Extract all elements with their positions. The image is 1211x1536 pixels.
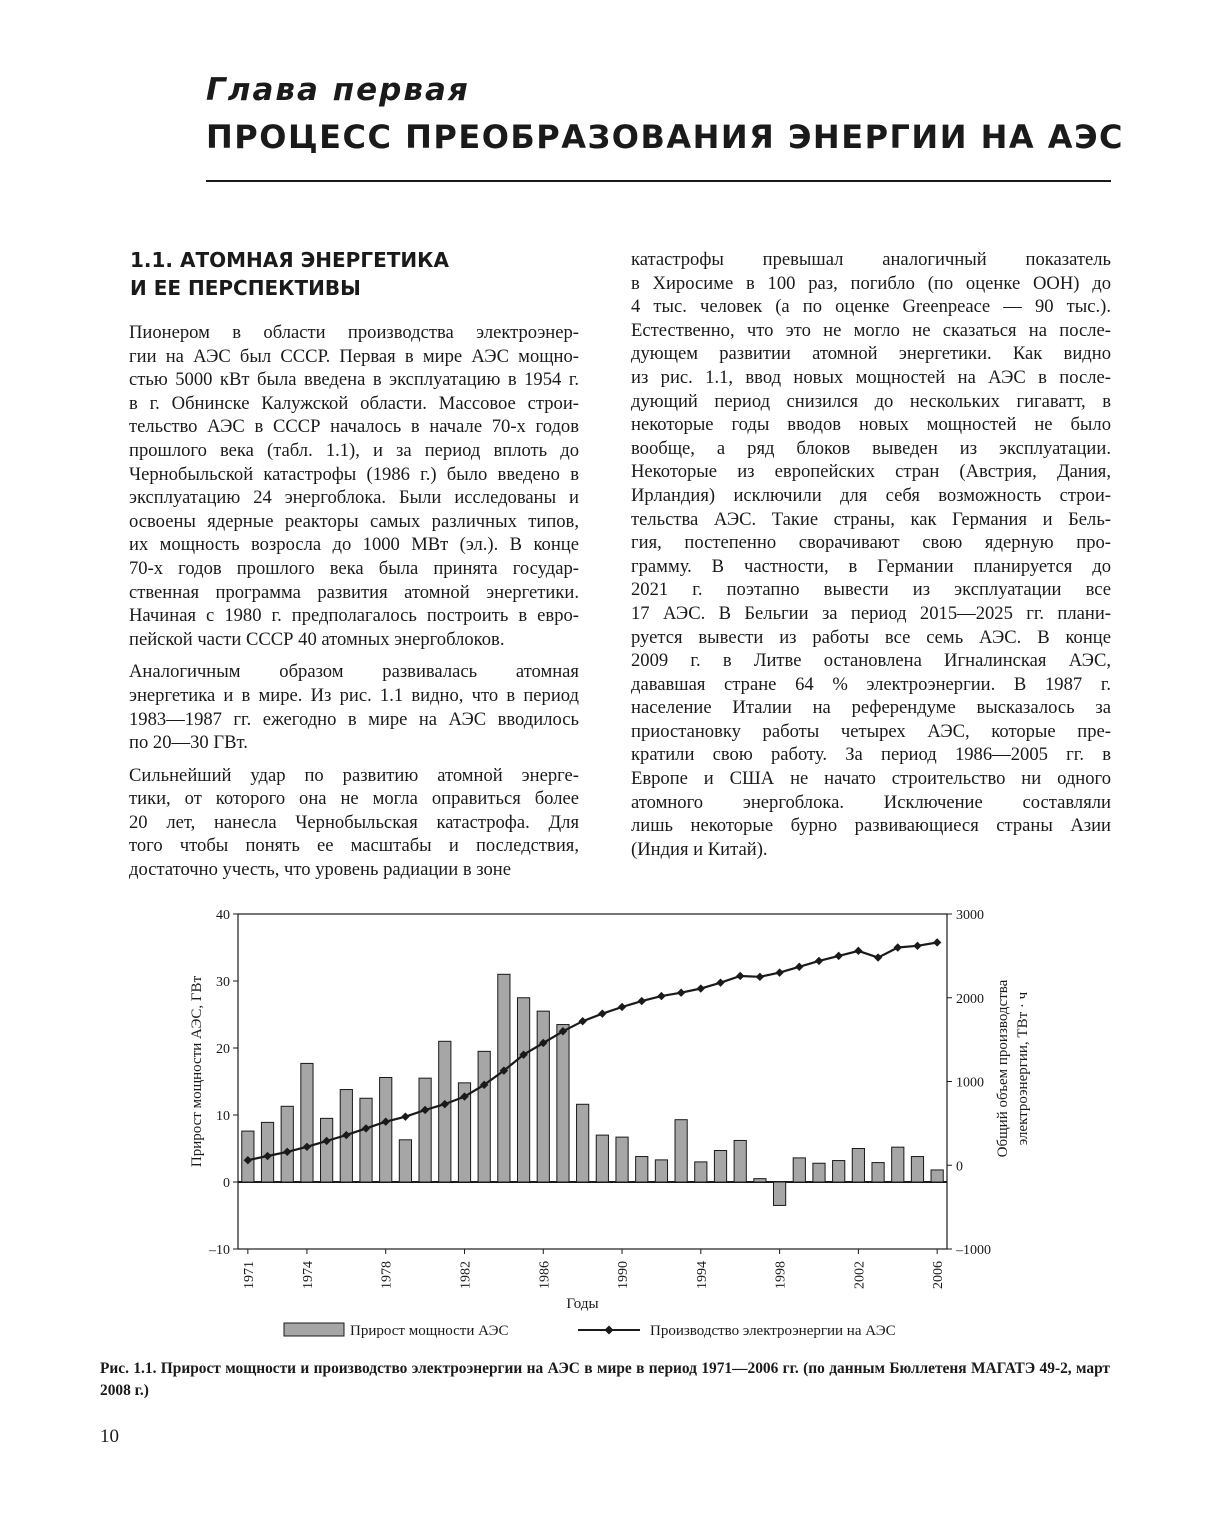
- text-line: приостановку работы четырех АЭС, которые пре-: [631, 720, 1111, 742]
- section-heading-line-2: И ЕЕ ПЕРСПЕКТИВЫ: [130, 276, 361, 300]
- bar-1991: [636, 1157, 648, 1182]
- y-right-tick-label: 0: [956, 1159, 963, 1175]
- point-2006: [933, 938, 941, 946]
- left-column: [100, 321, 579, 882]
- text-line: дующем развитии атомной энергетики. Как видно: [631, 343, 1111, 365]
- legend-line-label: Производство электроэнергии на АЭС: [650, 1323, 896, 1339]
- x-tick-label: 1990: [616, 1261, 632, 1289]
- text-line: руется вывести из работы все семь АЭС. В конце: [631, 626, 1111, 648]
- bar-1998: [773, 1182, 785, 1205]
- bar-1994: [695, 1162, 707, 1182]
- point-1998: [775, 968, 783, 976]
- text-line: дававшая стране 64 % электроэнергии. В 1987 г.: [631, 673, 1111, 695]
- point-1990: [618, 1003, 626, 1011]
- x-tick-label: 2002: [852, 1261, 868, 1289]
- text-line: 2021 г. поэтапно вывести из эксплуатации все: [631, 579, 1111, 601]
- text-line: их мощность возросла до 1000 МВт (эл.). В конце: [129, 534, 579, 556]
- point-1989: [598, 1009, 606, 1017]
- bar-1989: [596, 1135, 608, 1182]
- section-heading: [130, 246, 449, 302]
- text-line: Европе и США не начато строительство ни одного: [631, 768, 1111, 790]
- point-1993: [677, 989, 685, 997]
- x-tick-label: 1978: [379, 1261, 395, 1289]
- text-line: Естественно, что это не могло не сказаться на после-: [631, 319, 1111, 341]
- text-line: (Индия и Китай).: [631, 838, 768, 860]
- text-line: 70-х годов прошлого века была принята государ-: [129, 557, 579, 579]
- y-left-axis-title: Прирост мощности АЭС, ГВт: [189, 975, 205, 1168]
- text-line: энергетика и в мире. Из рис. 1.1 видно, что в период: [129, 684, 579, 706]
- text-line: в Хиросиме в 100 раз, погибло (по оценке ООН) до: [631, 272, 1111, 294]
- y-left-tick-label: 10: [216, 1109, 230, 1124]
- bar-1988: [577, 1104, 589, 1182]
- y-right-axis-title-line-2: электроэнергии, ТВт · ч: [1015, 991, 1031, 1146]
- point-1996: [736, 972, 744, 980]
- point-2004: [894, 943, 902, 951]
- chapter-label: Глава первая: [206, 72, 470, 108]
- text-line: гия, постепенно сворачивают свою ядерную про-: [631, 532, 1111, 554]
- point-1991: [638, 997, 646, 1005]
- bar-1993: [675, 1120, 687, 1182]
- y-right-tick-label: 3000: [956, 908, 984, 923]
- point-1994: [697, 984, 705, 992]
- y-right-tick-label: –1000: [956, 1243, 991, 1258]
- figure-1-1-chart: [180, 900, 1060, 1350]
- bar-1997: [754, 1179, 766, 1182]
- text-line: в г. Обнинске Калужской области. Массовое строи-: [129, 392, 579, 414]
- text-line: стью 5000 кВт была введена в эксплуатацию в 1954 г.: [129, 369, 579, 391]
- bar-1977: [360, 1098, 372, 1182]
- y-left-tick-label: 30: [216, 975, 230, 990]
- point-1992: [657, 992, 665, 1000]
- bar-2002: [852, 1149, 864, 1183]
- x-tick-label: 1986: [537, 1261, 553, 1289]
- x-tick-label: 1982: [458, 1261, 474, 1289]
- x-tick-label: 2006: [931, 1261, 947, 1289]
- legend-line-marker: [605, 1326, 614, 1335]
- text-line: того чтобы понять ее масштабы и последствия,: [129, 835, 579, 857]
- y-right-axis-title-line-1: Общий объем производства: [995, 979, 1011, 1158]
- text-line: освоены ядерные реакторы самых различных типов,: [129, 510, 579, 532]
- y-right-tick-label: 1000: [956, 1075, 984, 1091]
- paragraph: [100, 321, 579, 651]
- text-line: Чернобыльской катастрофы (1986 г.) было введено в: [129, 463, 579, 485]
- text-line: 20 лет, нанесла Чернобыльская катастрофа. Для: [129, 811, 579, 833]
- bar-1974: [301, 1063, 313, 1182]
- figure-caption: Рис. 1.1. Прирост мощности и производство электроэнергии на АЭС в мире в период 1971—2006 гг. (по данным Бюллетеня МАГАТЭ 49-2, март 2008 г.): [100, 1360, 1110, 1399]
- y-left-tick-label: 40: [216, 908, 230, 923]
- text-line: дующий период снизился до нескольких гигаватт, в: [631, 390, 1111, 412]
- page-number: 10: [100, 1426, 119, 1447]
- text-line: ственная программа развития атомной энергетики.: [129, 581, 579, 603]
- bar-1995: [714, 1151, 726, 1182]
- bar-1983: [478, 1051, 490, 1182]
- x-tick-label: 1998: [773, 1261, 789, 1289]
- bar-2001: [833, 1161, 845, 1182]
- text-line: Сильнейший удар по развитию атомной энерге-: [129, 764, 579, 786]
- bar-1986: [537, 1011, 549, 1182]
- y-left-tick-label: 0: [223, 1176, 230, 1191]
- text-line: тельство АЭС в СССР началось в начале 70-х годов: [129, 416, 579, 438]
- text-line: Пионером в области производства электроэнер-: [129, 322, 579, 343]
- bar-1980: [419, 1078, 431, 1182]
- bar-1979: [399, 1140, 411, 1182]
- x-tick-label: 1994: [694, 1261, 710, 1289]
- text-line: население Италии на референдуме высказалось за: [631, 697, 1111, 719]
- text-line: Начиная с 1980 г. предполагалось построить в евро-: [129, 605, 579, 627]
- text-line: катастрофы превышал аналогичный показатель: [631, 249, 1111, 270]
- point-1988: [578, 1017, 586, 1025]
- text-line: эксплуатацию 24 энергоблока. Были исследованы и: [129, 487, 579, 509]
- text-line: 2009 г. в Литве остановлена Игналинская АЭС,: [631, 650, 1111, 672]
- bar-1973: [281, 1106, 293, 1182]
- x-tick-label: 1971: [241, 1261, 257, 1289]
- point-2001: [834, 952, 842, 960]
- text-line: грамму. В частности, в Германии планируется до: [631, 555, 1111, 577]
- point-1995: [716, 978, 724, 986]
- x-axis-title: Годы: [566, 1296, 599, 1312]
- text-line: по 20—30 ГВт.: [129, 732, 248, 754]
- x-tick-label: 1974: [300, 1261, 316, 1289]
- point-1997: [756, 973, 764, 981]
- text-line: вообще, а ряд блоков выведен из эксплуатации.: [631, 437, 1111, 459]
- bar-2000: [813, 1163, 825, 1182]
- bar-2005: [911, 1157, 923, 1182]
- text-line: Некоторые из европейских стран (Австрия, Дания,: [631, 461, 1111, 483]
- paragraph: [100, 660, 579, 754]
- y-left-tick-label: –10: [209, 1243, 230, 1258]
- bar-2006: [931, 1170, 943, 1182]
- bar-1978: [380, 1077, 392, 1182]
- text-line: гии на АЭС был СССР. Первая в мире АЭС мощно-: [129, 345, 579, 367]
- text-line: из рис. 1.1, ввод новых мощностей на АЭС в после-: [631, 366, 1111, 388]
- text-line: 17 АЭС. В Бельгии за период 2015—2025 гг. плани-: [631, 602, 1111, 624]
- point-1999: [795, 963, 803, 971]
- point-1979: [401, 1112, 409, 1120]
- bar-1981: [439, 1041, 451, 1182]
- right-column: [631, 248, 1111, 861]
- text-line: Ирландия) исключили для себя возможность строи-: [631, 484, 1111, 506]
- text-line: тельства АЭС. Такие страны, как Германия и Бель-: [631, 508, 1111, 530]
- paragraph: [631, 248, 1111, 861]
- paragraph: [100, 764, 579, 882]
- bar-2004: [892, 1147, 904, 1182]
- bar-1996: [734, 1140, 746, 1182]
- bar-1984: [498, 974, 510, 1182]
- text-line: кратили свою работу. За период 1986—2005 гг. в: [631, 744, 1111, 766]
- section-heading-line-1: 1.1. АТОМНАЯ ЭНЕРГЕТИКА: [130, 248, 449, 272]
- point-2000: [815, 957, 823, 965]
- text-line: достаточно учесть, что уровень радиации в зоне: [129, 859, 512, 881]
- text-line: некоторые годы вводов новых мощностей не было: [631, 414, 1111, 436]
- bar-2003: [872, 1163, 884, 1182]
- text-line: Аналогичным образом развивалась атомная: [129, 661, 579, 683]
- bar-1999: [793, 1158, 805, 1182]
- y-left-tick-label: 20: [216, 1042, 230, 1057]
- text-line: тики, от которого она не могла оправиться более: [129, 788, 579, 810]
- y-right-tick-label: 2000: [956, 991, 984, 1007]
- point-2005: [913, 942, 921, 950]
- bar-1975: [321, 1118, 333, 1182]
- legend-bar-label: Прирост мощности АЭС: [350, 1323, 509, 1339]
- plot-frame: [238, 914, 947, 1249]
- text-line: 4 тыс. человек (а по оценке Greenpeace — 90 тыс.).: [631, 296, 1111, 318]
- text-line: пейской части СССР 40 атомных энергоблоков.: [129, 628, 505, 650]
- bar-1985: [517, 998, 529, 1182]
- point-2003: [874, 953, 882, 961]
- point-2002: [854, 947, 862, 955]
- text-line: атомного энергоблока. Исключение составляли: [631, 791, 1111, 813]
- text-line: прошлого века (табл. 1.1), и за период вплоть до: [129, 439, 579, 461]
- chapter-rule: [206, 180, 1111, 182]
- chapter-title: ПРОЦЕСС ПРЕОБРАЗОВАНИЯ ЭНЕРГИИ НА АЭС: [206, 118, 1125, 156]
- legend-bar-swatch: [284, 1323, 344, 1336]
- bar-1992: [655, 1160, 667, 1182]
- text-line: лишь некоторые бурно развивающиеся страны Азии: [631, 815, 1111, 837]
- text-line: 1983—1987 гг. ежегодно в мире на АЭС вводилось: [129, 708, 579, 730]
- bar-1990: [616, 1137, 628, 1182]
- bar-1987: [557, 1025, 569, 1182]
